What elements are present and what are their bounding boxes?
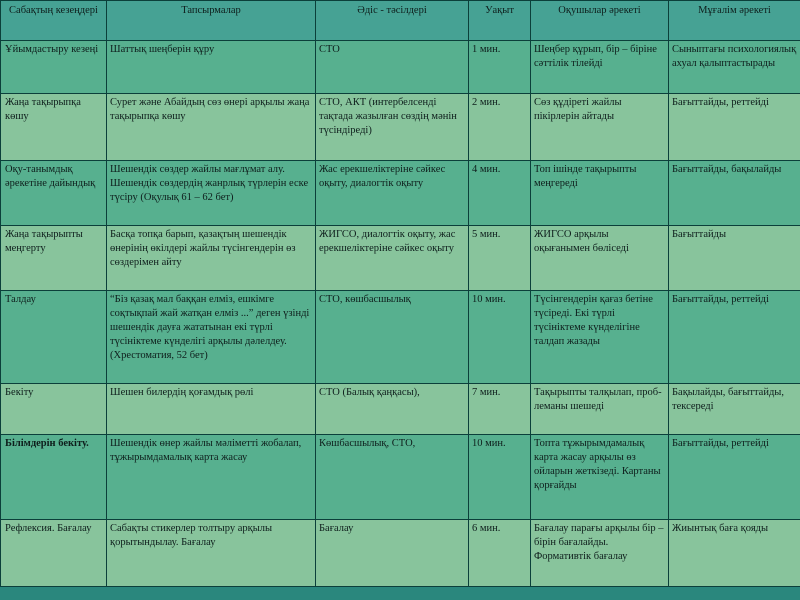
teacher-activity-cell: Бағыттайды, реттейді (669, 435, 800, 520)
student-activity-cell: Түсінгендерін қағаз бетіне түсіреді. Екі түрлі түсініктеме күнделігіне талдап жазады (531, 291, 669, 384)
table-row (1, 384, 800, 435)
stage-cell: Ұйымдастыру кезеңі (1, 41, 107, 94)
student-activity-cell: Шеңбер құрып, бір – біріне сәттілік тілейді (531, 41, 669, 94)
stage-cell: Білімдерін бекіту. (1, 435, 107, 520)
table-row (1, 291, 800, 384)
student-activity-cell: Сөз құдіреті жайлы пікірлерін айтады (531, 94, 669, 161)
table-row (1, 161, 800, 226)
student-activity-cell: Бағалау парағы арқылы бір – бірін бағалайды. Формативтік бағалау (531, 520, 669, 587)
time-cell: 2 мин. (469, 94, 531, 161)
table-row (1, 520, 800, 587)
stage-cell: Оқу-танымдық әрекетіне дайындық (1, 161, 107, 226)
teacher-activity-cell: Бағыттайды, бақылайды (669, 161, 800, 226)
time-cell: 1 мин. (469, 41, 531, 94)
tasks-cell: “Біз қазақ мал баққан елміз, ешкімге соқтықпай жай жатқан елміз ...” деген үзінді шешендік дауға жататынан екі түрлі түсініктеме күнделігі арқылы дәлелдеу. (Хрестоматия, 52 бет) (107, 291, 316, 384)
time-cell: 4 мин. (469, 161, 531, 226)
tasks-cell: Сурет және Абайдың сөз өнері арқылы жаңа тақырыпқа көшу (107, 94, 316, 161)
time-cell: 5 мин. (469, 226, 531, 291)
tasks-cell: Шаттық шеңберін құру (107, 41, 316, 94)
time-cell: 7 мин. (469, 384, 531, 435)
teacher-activity-cell: Жиынтық баға қояды (669, 520, 800, 587)
time-cell: 10 мин. (469, 435, 531, 520)
methods-cell: СТО, көшбасшылық (316, 291, 469, 384)
table-row (1, 435, 800, 520)
student-activity-cell: Топта тұжырымдамалық карта жасау арқылы өз ойларын жеткізеді. Картаны қорғайды (531, 435, 669, 520)
teacher-activity-cell: Бағыттайды (669, 226, 800, 291)
stage-cell: Жаңа тақырыпқа көшу (1, 94, 107, 161)
teacher-activity-cell: Сыныптағы психологиялық ахуал қалыптастырады (669, 41, 800, 94)
stage-cell: Бекіту (1, 384, 107, 435)
teacher-activity-cell: Бағыттайды, реттейді (669, 94, 800, 161)
table-row (1, 41, 800, 94)
stage-cell: Рефлексия. Бағалау (1, 520, 107, 587)
time-cell: 10 мин. (469, 291, 531, 384)
table-row (1, 226, 800, 291)
student-activity-cell: ЖИГСО арқылы оқығанымен бөліседі (531, 226, 669, 291)
header-stage: Сабақтың кезеңдері (1, 1, 107, 41)
table-row (1, 94, 800, 161)
header-methods: Әдіс - тәсілдері (316, 1, 469, 41)
methods-cell: Бағалау (316, 520, 469, 587)
header-tasks: Тапсырмалар (107, 1, 316, 41)
tasks-cell: Шешендік өнер жайлы мәліметті жобалап, тұжырымдамалық карта жасау (107, 435, 316, 520)
stage-cell: Жаңа тақырыпты меңгерту (1, 226, 107, 291)
teacher-activity-cell: Бағыттайды, реттейді (669, 291, 800, 384)
student-activity-cell: Топ ішінде тақырыпты меңгереді (531, 161, 669, 226)
header-time: Уақыт (469, 1, 531, 41)
header-student-activity: Оқушылар әрекеті (531, 1, 669, 41)
time-cell: 6 мин. (469, 520, 531, 587)
tasks-cell: Шешендік сөздер жайлы мағлұмат алу. Шешендік сөздердің жанрлық түрлерін еске түсіру (Оқулық 61 – 62 бет) (107, 161, 316, 226)
stage-cell: Талдау (1, 291, 107, 384)
tasks-cell: Шешен билердің қоғамдық рөлі (107, 384, 316, 435)
methods-cell: ЖИГСО, диалогтік оқыту, жас ерекшеліктеріне сәйкес оқыту (316, 226, 469, 291)
table-header-row (1, 1, 800, 41)
student-activity-cell: Тақырыпты талқылап, проб-леманы шешеді (531, 384, 669, 435)
methods-cell: Жас ерекшеліктеріне сәйкес оқыту, диалогтік оқыту (316, 161, 469, 226)
methods-cell: СТО (316, 41, 469, 94)
methods-cell: СТО, АКТ (интербелсенді тақтада жазылған сөздің мәнін түсіндіреді) (316, 94, 469, 161)
methods-cell: Көшбасшылық, СТО, (316, 435, 469, 520)
tasks-cell: Сабақты стикерлер толтыру арқылы қорытындылау. Бағалау (107, 520, 316, 587)
methods-cell: СТО (Балық қаңқасы), (316, 384, 469, 435)
header-teacher-activity: Мұғалім әрекеті (669, 1, 800, 41)
tasks-cell: Басқа топқа барып, қазақтың шешендік өнерінің өкілдері жайлы түсінгендерін өз сөздерімен айту (107, 226, 316, 291)
teacher-activity-cell: Бақылайды, бағыттайды, тексереді (669, 384, 800, 435)
